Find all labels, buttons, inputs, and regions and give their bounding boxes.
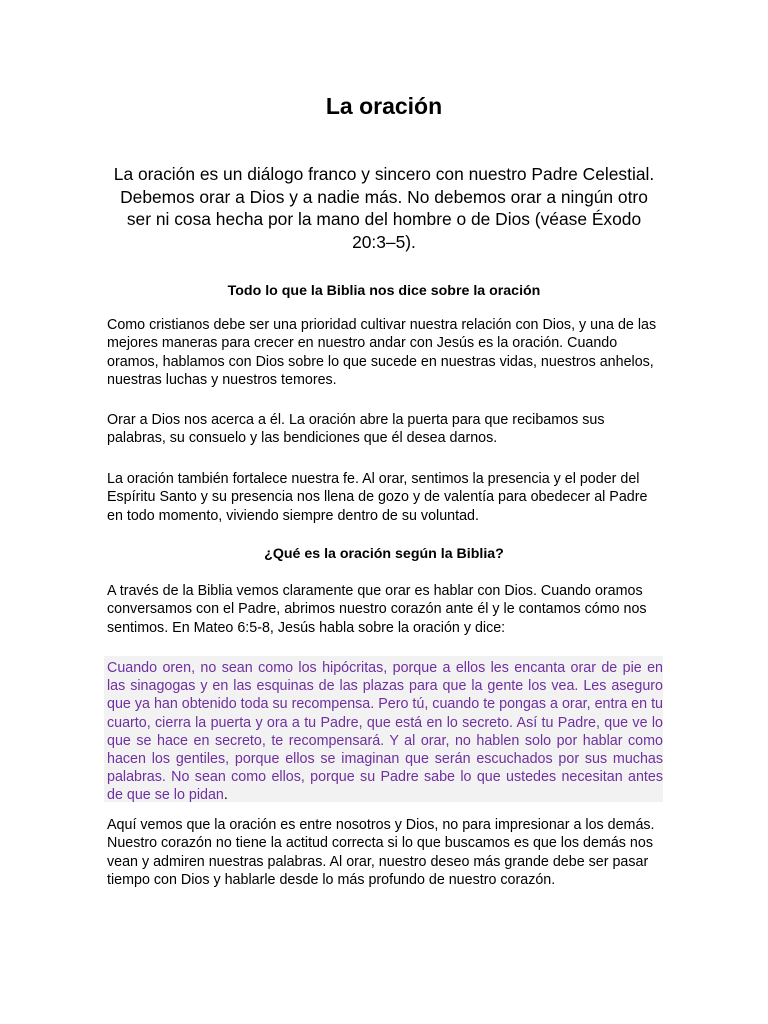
paragraph-hablar-con-dios: A través de la Biblia vemos claramente que orar es hablar con Dios. Cuando oramos conversamos con el Padre, abrimos nuestro corazón ante él y le contamos cómo nos sentimos. En Mateo 6:5-8, Jesús habla sobre la oración y dice:	[107, 583, 647, 636]
scripture-quote	[107, 659, 663, 805]
paragraph-prioridad: Como cristianos debe ser una prioridad cultivar nuestra relación con Dios, y una de las mejores maneras para crecer en nuestro andar con Jesús es la oración. Cuando oramos, hablamos con Dios sobre lo que sucede en nuestras vidas, nuestros anhelos, nuestras luchas y nuestros temores.	[107, 317, 657, 388]
quote-text: Cuando oren, no sean como los hipócritas, porque a ellos les encanta orar de pie en las sinagogas y en las esquinas de las plazas para que la gente los vea. Les aseguro que ya han obtenido toda su recompensa. Pero tú, cuando te pongas a orar, entra en tu cuarto, cierra la puerta y ora a tu Padre, que está en lo secreto. Así tu Padre, que ve lo que se hace en secreto, te recompensará. Y al orar, no hablen solo por hablar como hacen los gentiles, porque ellos se imaginan que serán escuchados por sus muchas palabras. No sean como ellos, porque su Padre sabe lo que ustedes necesitan antes de que se lo pidan	[107, 660, 663, 804]
paragraph-acerca: Orar a Dios nos acerca a él. La oración abre la puerta para que recibamos sus palabras, su consuelo y las bendiciones que él desea darnos.	[107, 412, 605, 447]
section-heading-que-es: ¿Qué es la oración según la Biblia?	[264, 546, 504, 562]
quote-end-punctuation: .	[223, 787, 228, 804]
section-heading-biblia: Todo lo que la Biblia nos dice sobre la oración	[227, 283, 541, 299]
intro-paragraph: La oración es un diálogo franco y sincero con nuestro Padre Celestial. Debemos orar a Dios y a nadie más. No debemos orar a ningún otro ser ni cosa hecha por la mano del hombre o de Dios (véase Éxodo 20:3–5).	[113, 164, 655, 252]
paragraph-closing: Aquí vemos que la oración es entre nosotros y Dios, no para impresionar a los demás. Nuestro corazón no tiene la actitud correcta si lo que buscamos es que los demás nos vean y admiren nuestras palabras. Al orar, nuestro deseo más grande debe ser pasar tiempo con Dios y hablarle desde lo más profundo de nuestro corazón.	[107, 817, 655, 888]
page-title: La oración	[325, 93, 443, 119]
paragraph-fe: La oración también fortalece nuestra fe. Al orar, sentimos la presencia y el poder del Espíritu Santo y su presencia nos llena de gozo y de valentía para obedecer al Padre en todo momento, viviendo siempre dentro de su voluntad.	[107, 471, 648, 524]
